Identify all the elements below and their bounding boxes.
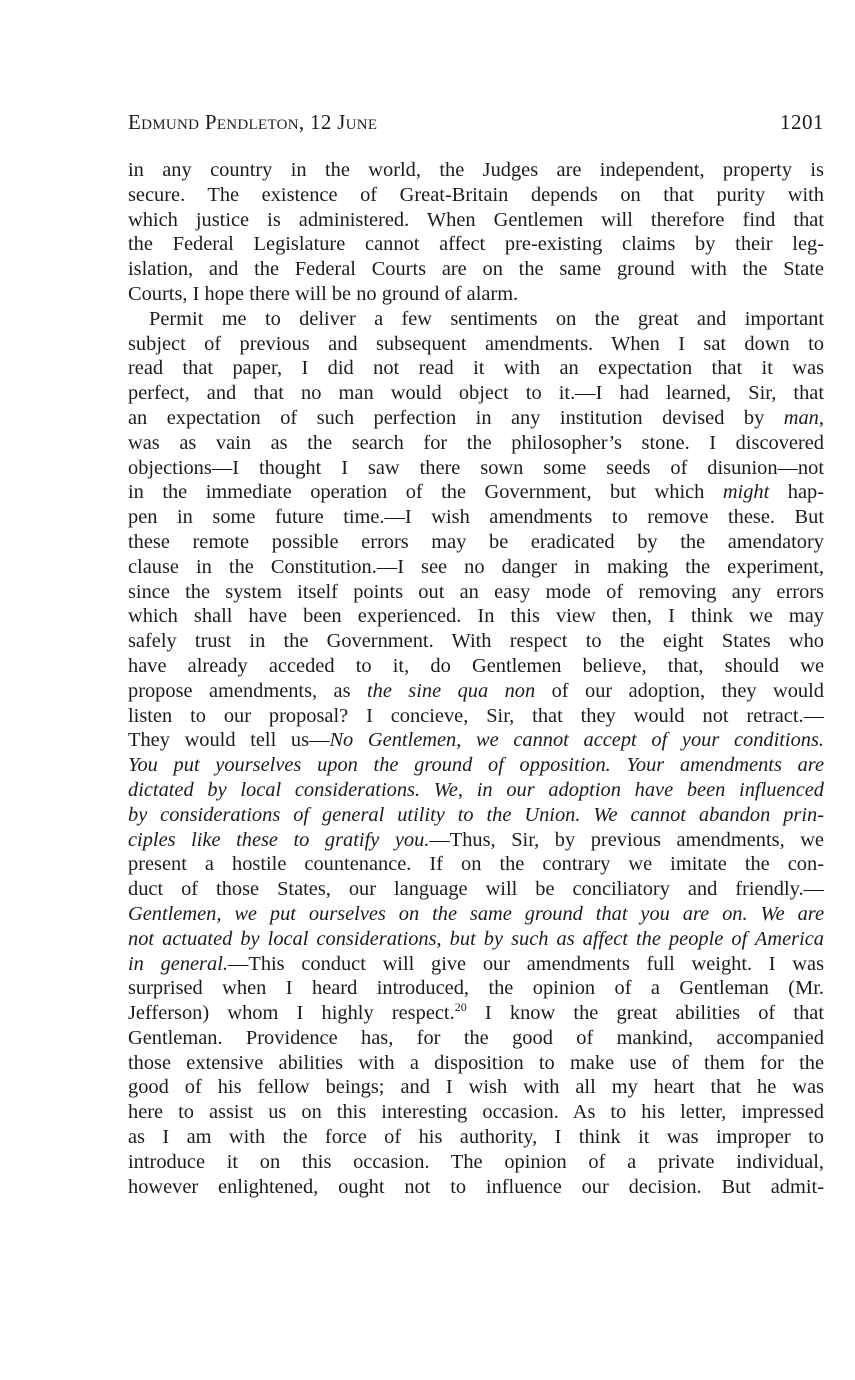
text-line — [128, 1100, 824, 1125]
text-line — [128, 456, 824, 481]
text-segment: present a hostile countenance. If on the contrary we imitate the con- — [128, 853, 824, 876]
italic-text: man — [783, 406, 819, 429]
italic-text: You put yourselves upon the ground of opposition. Your amendments are — [128, 754, 824, 777]
italic-text: ciples like these to gratify you. — [128, 828, 430, 851]
text-line — [128, 480, 824, 505]
text-segment: subject of previous and subsequent amendments. When I sat down to — [128, 332, 824, 355]
text-segment: in the immediate operation of the Government, but which — [128, 481, 723, 504]
italic-text: No Gentlemen, we cannot accept of your conditions. — [329, 729, 825, 752]
text-segment: the Federal Legislature cannot affect pre-existing claims by their leg- — [128, 233, 824, 256]
text-line — [128, 902, 824, 927]
text-line — [128, 877, 824, 902]
text-line — [128, 927, 824, 952]
text-segment: listen to our proposal? I concieve, Sir, that they would not retract.— — [128, 704, 824, 727]
text-line — [128, 803, 824, 828]
text-line — [128, 282, 824, 307]
text-segment: an expectation of such perfection in any institution devised by — [128, 406, 784, 429]
text-line — [128, 828, 824, 853]
text-line — [128, 952, 824, 977]
text-segment: of our adoption, they would — [535, 679, 824, 702]
text-segment: was as vain as the search for the philosopher’s stone. I discovered — [128, 431, 824, 454]
italic-text: the sine qua non — [366, 679, 536, 702]
text-line — [128, 307, 824, 332]
text-line — [128, 679, 824, 704]
text-line — [128, 1175, 824, 1200]
text-segment: hap- — [769, 481, 824, 504]
text-line — [128, 505, 824, 530]
text-segment: , — [818, 406, 824, 429]
text-line — [128, 1001, 824, 1026]
footnote-ref: 20 — [454, 1000, 467, 1015]
text-line — [128, 1051, 824, 1076]
text-line — [128, 1026, 824, 1051]
text-line — [128, 753, 824, 778]
italic-text: by considerations of general utility to the Union. We cannot abandon prin- — [128, 803, 824, 826]
text-line — [128, 1075, 824, 1100]
text-line — [128, 728, 824, 753]
text-line — [128, 604, 824, 629]
running-head — [128, 110, 824, 134]
text-segment: pen in some future time.—I wish amendments to remove these. But — [128, 506, 824, 529]
text-segment: I know the great abilities of that — [466, 1002, 824, 1025]
italic-text: might — [722, 481, 770, 504]
text-segment: since the system itself points out an easy mode of removing any errors — [128, 580, 824, 603]
text-segment: good of his fellow beings; and I wish with all my heart that he was — [128, 1076, 824, 1099]
text-segment: which justice is administered. When Gentlemen will therefore find that — [128, 208, 824, 231]
text-segment: however enlightened, ought not to influence our decision. But admit- — [128, 1175, 824, 1198]
text-segment: read that paper, I did not read it with an expectation that it was — [128, 357, 824, 380]
text-segment: clause in the Constitution.—I see no danger in making the experiment, — [128, 555, 824, 578]
text-line — [128, 431, 824, 456]
running-title: Edmund Pendleton, 12 June — [128, 110, 378, 134]
text-segment: as I am with the force of his authority, I think it was improper to — [128, 1126, 824, 1149]
text-line — [128, 1125, 824, 1150]
text-line — [128, 976, 824, 1001]
text-segment: islation, and the Federal Courts are on the same ground with the State — [128, 258, 824, 281]
text-segment: duct of those States, our language will be conciliatory and friendly.— — [128, 878, 824, 901]
text-line — [128, 232, 824, 257]
text-line — [128, 183, 824, 208]
text-segment: propose amendments, as — [128, 679, 367, 702]
text-segment: surprised when I heard introduced, the opinion of a Gentleman (Mr. — [128, 977, 824, 1000]
text-line — [128, 208, 824, 233]
text-line — [128, 1150, 824, 1175]
text-segment: these remote possible errors may be eradicated by the amendatory — [128, 530, 824, 553]
text-segment: objections—I thought I saw there sown some seeds of disunion—not — [128, 456, 824, 479]
text-segment: Courts, I hope there will be no ground of alarm. — [128, 282, 519, 305]
text-line — [128, 778, 824, 803]
text-segment: which shall have been experienced. In this view then, I think we may — [128, 605, 824, 628]
italic-text: Gentlemen, we put ourselves on the same ground that you are on. We are — [128, 902, 824, 925]
text-line — [128, 356, 824, 381]
text-line — [128, 158, 824, 183]
text-segment: Permit me to deliver a few sentiments on the great and important — [149, 307, 824, 330]
text-segment: They would tell us— — [128, 729, 330, 752]
text-segment: secure. The existence of Great-Britain depends on that purity with — [128, 183, 824, 206]
text-line — [128, 530, 824, 555]
text-line — [128, 381, 824, 406]
text-segment: —This conduct will give our amendments full weight. I was — [227, 952, 825, 975]
text-line — [128, 257, 824, 282]
text-segment: here to assist us on this interesting occasion. As to his letter, impressed — [128, 1101, 824, 1124]
text-segment: in any country in the world, the Judges are independent, property is — [128, 159, 824, 181]
text-line — [128, 332, 824, 357]
text-segment: Gentleman. Providence has, for the good of mankind, accompanied — [128, 1026, 824, 1049]
italic-text: dictated by local considerations. We, in our adoption have been influenced — [128, 778, 824, 801]
text-segment: have already acceded to it, do Gentlemen believe, that, should we — [128, 654, 824, 677]
text-segment: —Thus, Sir, by previous amendments, we — [429, 828, 824, 851]
text-segment: those extensive abilities with a disposition to make use of them for the — [128, 1051, 824, 1074]
text-line — [128, 629, 824, 654]
text-line — [128, 580, 824, 605]
text-segment: safely trust in the Government. With respect to the eight States who — [128, 630, 824, 653]
text-line — [128, 852, 824, 877]
text-segment: perfect, and that no man would object to it.—I had learned, Sir, that — [128, 382, 824, 405]
text-segment: introduce it on this occasion. The opinion of a private individual, — [128, 1150, 824, 1173]
text-segment: Jefferson) whom I highly respect. — [128, 1002, 455, 1025]
text-line — [128, 654, 824, 679]
text-line — [128, 406, 824, 431]
italic-text: not actuated by local considerations, but by such as affect the people of America — [128, 927, 824, 950]
italic-text: in general. — [128, 952, 228, 975]
body-text — [128, 158, 824, 1199]
page-number: 1201 — [780, 110, 824, 134]
text-line — [128, 555, 824, 580]
text-line — [128, 704, 824, 729]
